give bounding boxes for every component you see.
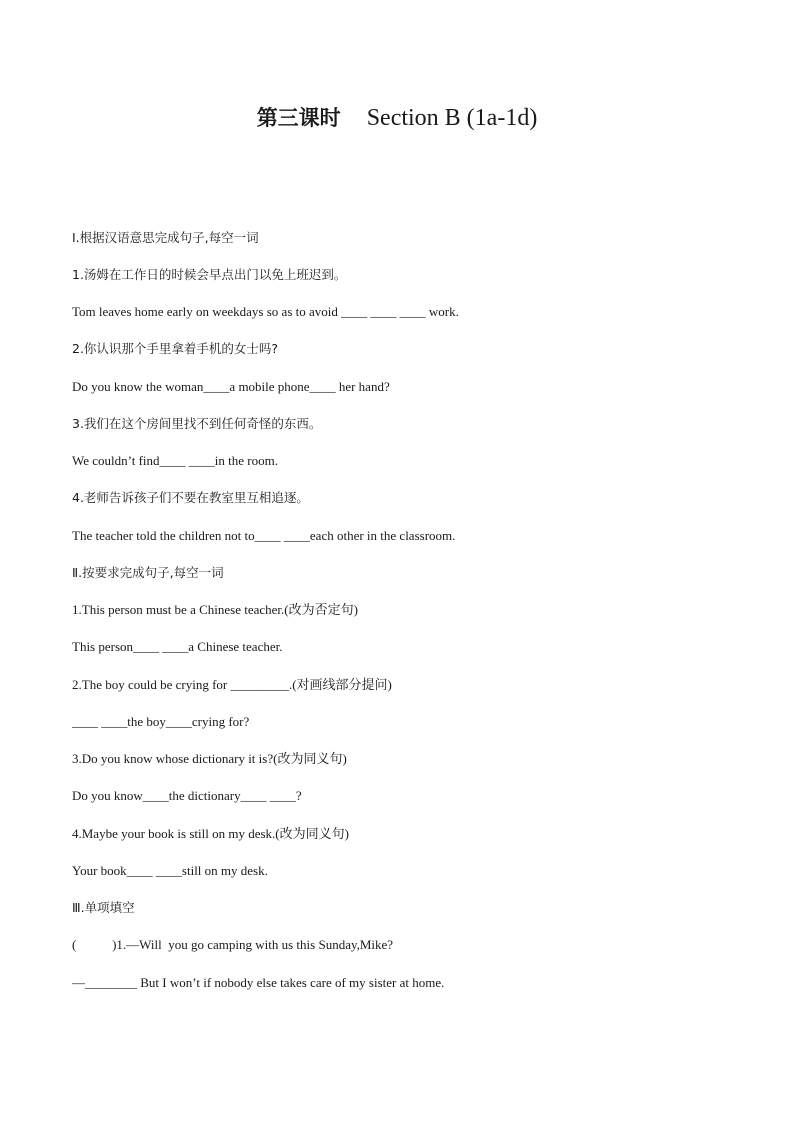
choice-question-reply: —________ But I won’t if nobody else takes care of my sister at home.: [72, 975, 445, 990]
question-en: The teacher told the children not to____ ____each other in the classroom.: [72, 528, 456, 543]
question-cn: 1.汤姆在工作日的时候会早点出门以免上班迟到。: [72, 267, 347, 282]
section-heading-2: Ⅱ.按要求完成句子,每空一词: [72, 565, 224, 580]
section-heading-3: Ⅲ.单项填空: [72, 900, 135, 915]
question-prompt: 3.Do you know whose dictionary it is?(改为同义句): [72, 751, 347, 766]
question-cn: 2.你认识那个手里拿着手机的女士吗?: [72, 341, 279, 356]
question-cn: 4.老师告诉孩子们不要在教室里互相追逐。: [72, 490, 309, 505]
question-answer: This person____ ____a Chinese teacher.: [72, 639, 283, 654]
question-en: Do you know the woman____a mobile phone____ her hand?: [72, 379, 390, 394]
section-heading-1: Ⅰ.根据汉语意思完成句子,每空一词: [72, 230, 259, 245]
question-cn: 3.我们在这个房间里找不到任何奇怪的东西。: [72, 416, 322, 431]
page-title: [0, 102, 794, 132]
question-prompt: 4.Maybe your book is still on my desk.(改为同义句): [72, 826, 349, 841]
question-en: Tom leaves home early on weekdays so as to avoid ____ ____ ____ work.: [72, 304, 459, 319]
question-prompt: 1.This person must be a Chinese teacher.(改为否定句): [72, 602, 358, 617]
choice-question: ( )1.—Will you go camping with us this Sunday,Mike?: [72, 937, 394, 952]
question-answer: Your book____ ____still on my desk.: [72, 863, 268, 878]
question-answer: ____ ____the boy____crying for?: [72, 714, 250, 729]
title-section: Section B (1a-1d): [366, 105, 538, 131]
question-answer: Do you know____the dictionary____ ____?: [72, 788, 302, 803]
question-en: We couldn’t find____ ____in the room.: [72, 453, 278, 468]
question-prompt: 2.The boy could be crying for _________.(对画线部分提问): [72, 677, 392, 692]
title-lesson: 第三课时: [256, 106, 341, 130]
